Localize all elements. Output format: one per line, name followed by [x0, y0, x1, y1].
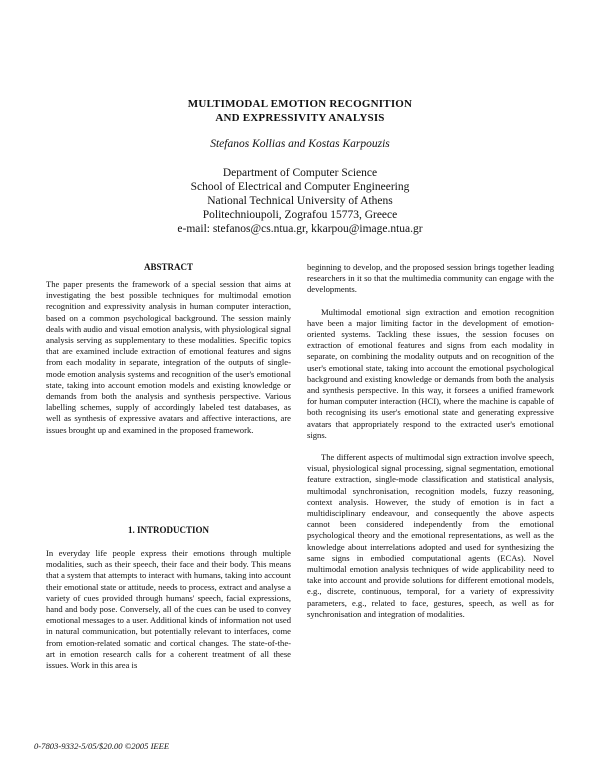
affiliation-line: Department of Computer Science [222, 167, 378, 179]
affiliation-line: National Technical University of Athens [207, 195, 393, 207]
intro-paragraph-3: The different aspects of multimodal sign extraction involve speech, visual, physiological signal processing, signal segmentation, emotional feature extraction, single-mode classification and statistical analysis, multimodal synchronisation, recognition models, fuzzy reasoning, context analysis. However, the study of emotion is in fact a multidisciplinary endeavour, and consequently the above aspects cannot been considered independently from the emotional psychological theory and the emotional representations, as well as the knowledge about interrelations adopted and used for synthesizing the same signs in embodied computational agents (ECAs). Novel multimodal emotion analysis techniques of wide applicability need to take into account and provide solutions for different emotional models, e.g., discrete, continuous, temporal, for a variety of expressivity parameters, e.g., related to face, gestures, speech, as well as for synchronisation and integration of modalities. [307, 452, 554, 619]
affiliation-line: School of Electrical and Computer Engineering [190, 181, 410, 193]
abstract-heading: ABSTRACT [143, 262, 193, 272]
paper-title [0, 97, 600, 125]
intro-continuation: beginning to develop, and the proposed session brings together leading researchers in it so that the multimedia community can engage with the developments. [307, 262, 554, 295]
right-column [307, 262, 554, 620]
introduction-section [46, 524, 291, 671]
authors: Stefanos Kollias and Kostas Karpouzis [210, 138, 390, 150]
affiliation [0, 166, 600, 236]
affiliation-line: Politechnioupoli, Zografou 15773, Greece [202, 209, 398, 221]
introduction-heading: 1. INTRODUCTION [127, 525, 209, 535]
introduction-text: In everyday life people express their emotions through multiple modalities, such as their speech, their face and their body. This means that a system that attempts to interact with humans, taking into account their emotional state or attitude, needs to process, extract and analyse a variety of cues provided through humans' speech, facial expressions, hand and body pose. Conversely, all of the cues can be used to convey emotional messages to a user. Additional kinds of information not used in natural communication, but potentially relevant to interfaces, come from emotion-related somatic and cortical changes. The state-of-the-art in emotion research calls for a coherent treatment of all these issues. Work in this area is [46, 548, 291, 671]
intro-paragraph-2: Multimodal emotional sign extraction and emotion recognition have been a major limiting factor in the development of emotion-oriented systems. Tackling these issues, the session focuses on extraction of emotional features and signs from each modality in separate, on combining the modality outputs and on recognition of the user's emotional state, taking into account the emotional psychological background and existing knowledge or demands from both the analysis and synthesis perspective. In this way, it forsees a unified framework for human computer interaction (HCI), where the machine is capable of both recognising its user's emotional state and generating expressive avatars that appropriately respond to the extracted user's emotional signs. [307, 306, 554, 440]
abstract-text: The paper presents the framework of a special session that aims at investigating the best possible techniques for multimodal emotion recognition and expressivity analysis in human computer interaction, based on a common psychological background. The session mainly deals with audio and visual emotion analysis, with physiological signal analysis serving as supplementary to these modalities. Specific topics that are examined include extraction of emotional features and signs from each modality in separate, integration of the outputs of single-mode emotion analysis systems and recognition of the user's emotional state, taking into account emotion models and existing knowledge or demands from both the analysis and synthesis perspective. Various labelling schemes, supply of accordingly labeled test databases, as well as synthesis of expressive avatars and affective interactions, are issues brought up and examined in the proposed framework. [46, 279, 291, 435]
title-line-2: AND EXPRESSIVITY ANALYSIS [215, 112, 385, 124]
affiliation-email: e-mail: stefanos@cs.ntua.gr, kkarpou@image.ntua.gr [177, 223, 423, 235]
left-column [46, 261, 291, 436]
title-line-1: MULTIMODAL EMOTION RECOGNITION [187, 98, 413, 110]
copyright-footer: 0-7803-9332-5/05/$20.00 ©2005 IEEE [34, 741, 170, 751]
